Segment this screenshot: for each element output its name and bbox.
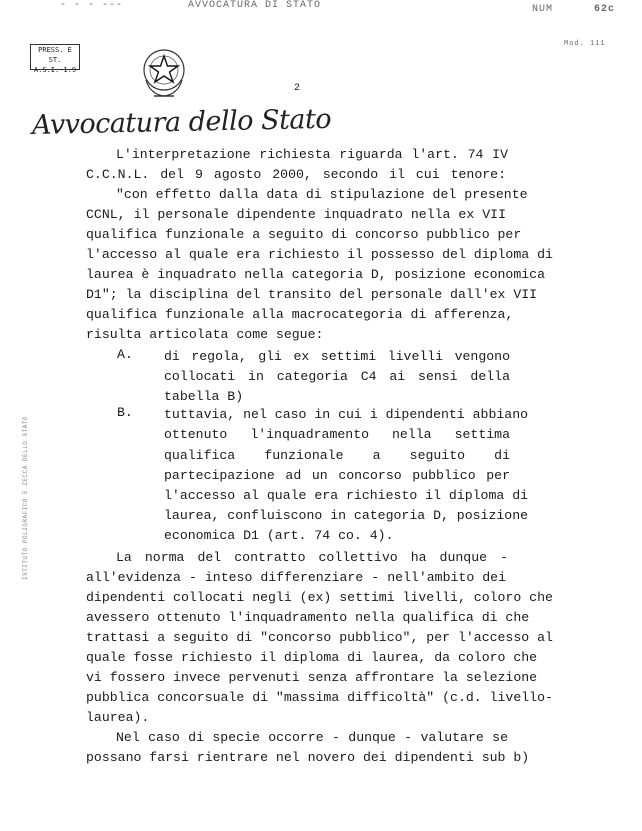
header-right-code: 62c — [594, 4, 616, 15]
body-line: avessero ottenuto l'inquadramento nella qualifica di che — [86, 610, 530, 625]
item-b-line: economica D1 (art. 74 co. 4). — [164, 528, 394, 543]
body-line: La norma del contratto collettivo ha dunque - — [116, 550, 508, 565]
body-line: D1"; la disciplina del transito del personale dall'ex VII — [86, 287, 538, 302]
registration-stamp — [30, 44, 80, 74]
item-b-line: qualifica funzionale a seguito di — [164, 448, 510, 463]
body-line: qualifica funzionale alla macrocategoria di afferenza, — [86, 307, 514, 322]
body-line: Nel caso di specie occorre - dunque - valutare se — [116, 730, 508, 745]
body-line: all'evidenza - inteso differenziare - nell'ambito dei — [86, 570, 506, 585]
item-b-line: partecipazione ad un concorso pubblico per — [164, 468, 510, 483]
body-line: laurea è inquadrato nella categoria D, posizione economica — [86, 267, 545, 282]
body-line: quale fosse richiesto il diploma di laurea, da coloro che — [86, 650, 538, 665]
letterhead-title: Avvocatura dello Stato — [31, 103, 332, 141]
body-line: l'accesso al quale era richiesto il possesso del diploma di — [86, 247, 553, 262]
body-line: CCNL, il personale dipendente inquadrato nella ex VII — [86, 207, 506, 222]
item-b-line: l'accesso al quale era richiesto il diploma di — [164, 488, 529, 503]
body-line: qualifica funzionale a seguito di concorso pubblico per — [86, 227, 522, 242]
body-line: vi fossero invece pervenuti senza affrontare la selezione — [86, 670, 538, 685]
stamp-line-1: PRESS. E ST. — [38, 46, 72, 64]
item-a-line: tabella B) — [164, 389, 244, 404]
header-right-sub: Mod. 111 — [564, 40, 606, 48]
body-line: trattasi a seguito di "concorso pubblico", per l'accesso al — [86, 630, 553, 645]
body-line: dipendenti collocati negli (ex) settimi livelli, coloro che — [86, 590, 553, 605]
item-b-line: tuttavia, nel caso in cui i dipendenti abbiano — [164, 407, 529, 422]
list-marker-b: B. — [117, 405, 133, 420]
body-line: possano farsi rientrare nel novero dei dipendenti sub b) — [86, 750, 530, 765]
item-a-line: di regola, gli ex settimi livelli vengono — [164, 349, 510, 364]
header-center: AVVOCATURA DI STATO — [188, 0, 322, 11]
item-b-line: laurea, confluiscono in categoria D, posizione — [164, 508, 529, 523]
body-line: C.C.N.L. del 9 agosto 2000, secondo il cui tenore: — [86, 167, 506, 182]
body-line: laurea). — [86, 710, 150, 725]
body-line: L'interpretazione richiesta riguarda l'art. 74 IV — [116, 147, 508, 162]
header-left-mark: - - - --- — [60, 0, 124, 11]
body-line: pubblica concorsuale di "massima difficoltà" (c.d. livello- — [86, 690, 553, 705]
body-line: "con effetto dalla data di stipulazione del presente — [116, 187, 528, 202]
republic-emblem-icon — [140, 44, 188, 102]
stamp-line-2: A.S.I.-1.9 — [33, 66, 77, 74]
body-line: risulta articolata come segue: — [86, 327, 324, 342]
header-right-num: NUM — [532, 4, 554, 15]
item-a-line: collocati in categoria C4 ai sensi della — [164, 369, 510, 384]
list-marker-a: A. — [117, 347, 133, 362]
item-b-line: ottenuto l'inquadramento nella settima — [164, 427, 510, 442]
margin-printer-note: ISTITUTO POLIGRAFICO E ZECCA DELLO STATO — [22, 415, 29, 580]
page-number: 2 — [294, 83, 301, 94]
